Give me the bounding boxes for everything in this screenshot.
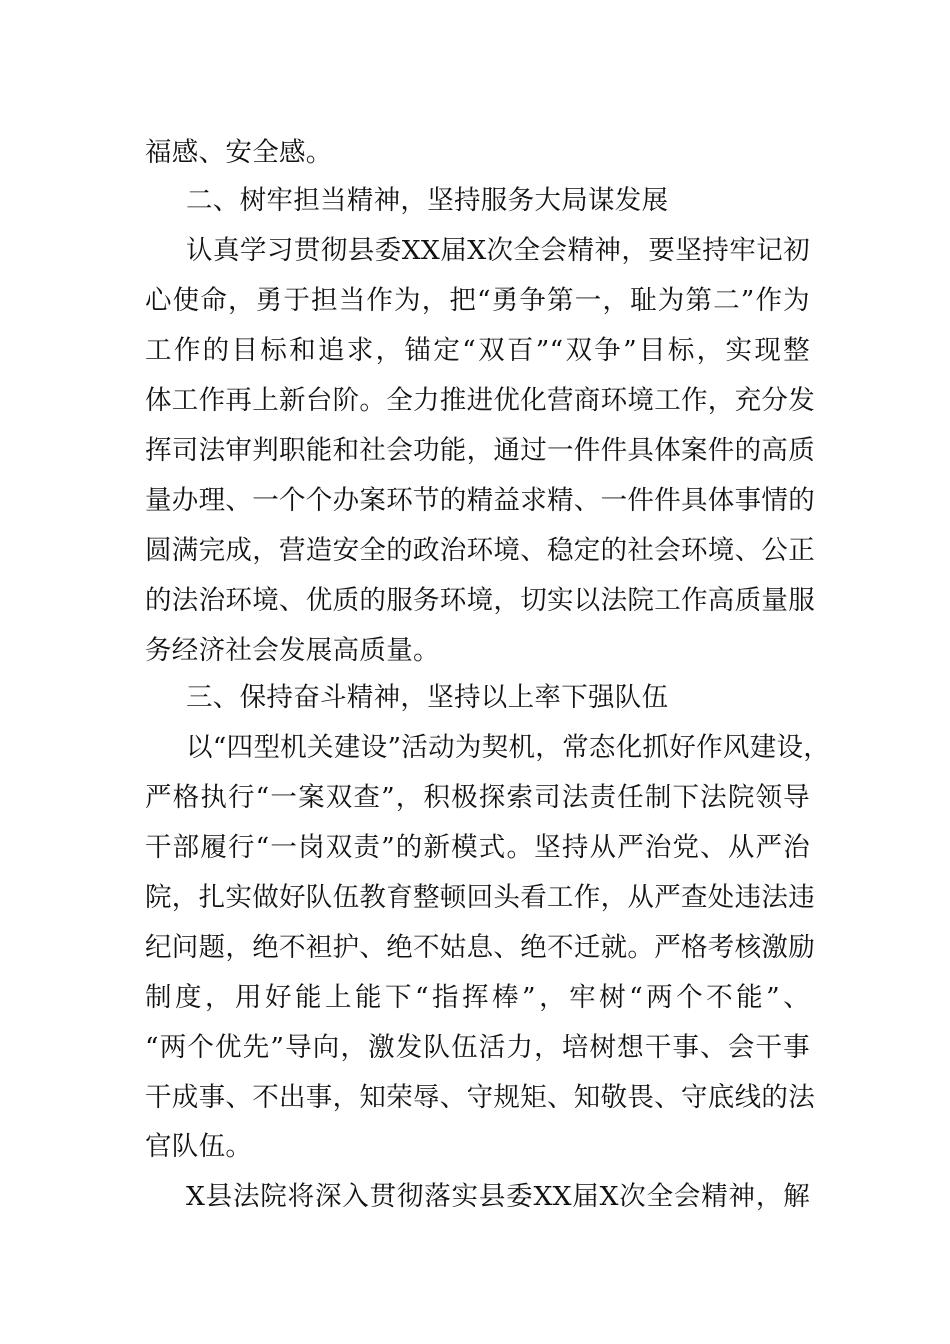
text-line: X县法院将深入贯彻落实县委XX届X次全会精神，解 xyxy=(186,1181,810,1212)
text-line: 干成事、不出事，知荣辱、守规矩、知敬畏、守底线的法 xyxy=(145,1082,815,1113)
text-line: 体工作再上新台阶。全力推进优化营商环境工作，充分发 xyxy=(145,385,815,416)
section-heading: 三、保持奋斗精神，坚持以上率下强队伍 xyxy=(186,682,669,713)
text-line: 心使命，勇于担当作为，把“勇争第一，耻为第二”作为 xyxy=(145,285,810,316)
text-line: 福感、安全感。 xyxy=(145,137,333,168)
text-line: 工作的目标和追求，锚定“双百”“双争”目标，实现整 xyxy=(145,335,810,366)
text-line: 的法治环境、优质的服务环境，切实以法院工作高质量服 xyxy=(145,585,815,616)
text-line: 务经济社会发展高质量。 xyxy=(145,635,440,666)
text-line: 官队伍。 xyxy=(145,1131,253,1162)
text-line: 纪问题，绝不袒护、绝不姑息、绝不迁就。严格考核激励 xyxy=(145,932,815,963)
text-line: 严格执行“一案双查”，积极探索司法责任制下法院领导 xyxy=(145,782,810,813)
text-line: 制度，用好能上能下“指挥棒”，牢树“两个不能”、 xyxy=(145,982,810,1013)
text-line: 院，扎实做好队伍教育整顿回头看工作，从严查处违法违 xyxy=(145,882,815,913)
text-line: 圆满完成，营造安全的政治环境、稳定的社会环境、公正 xyxy=(145,535,815,566)
text-line: 量办理、一个个办案环节的精益求精、一件件具体事情的 xyxy=(145,485,815,516)
text-line: 以“四型机关建设”活动为契机，常态化抓好作风建设， xyxy=(186,732,831,763)
section-heading: 二、树牢担当精神，坚持服务大局谋发展 xyxy=(186,185,669,216)
text-line: “两个优先”导向，激发队伍活力，培树想干事、会干事 xyxy=(145,1032,810,1063)
text-line: 认真学习贯彻县委XX届X次全会精神，要坚持牢记初 xyxy=(186,235,810,266)
text-line: 干部履行“一岗双责”的新模式。坚持从严治党、从严治 xyxy=(145,832,810,863)
text-line: 挥司法审判职能和社会功能，通过一件件具体案件的高质 xyxy=(145,435,815,466)
